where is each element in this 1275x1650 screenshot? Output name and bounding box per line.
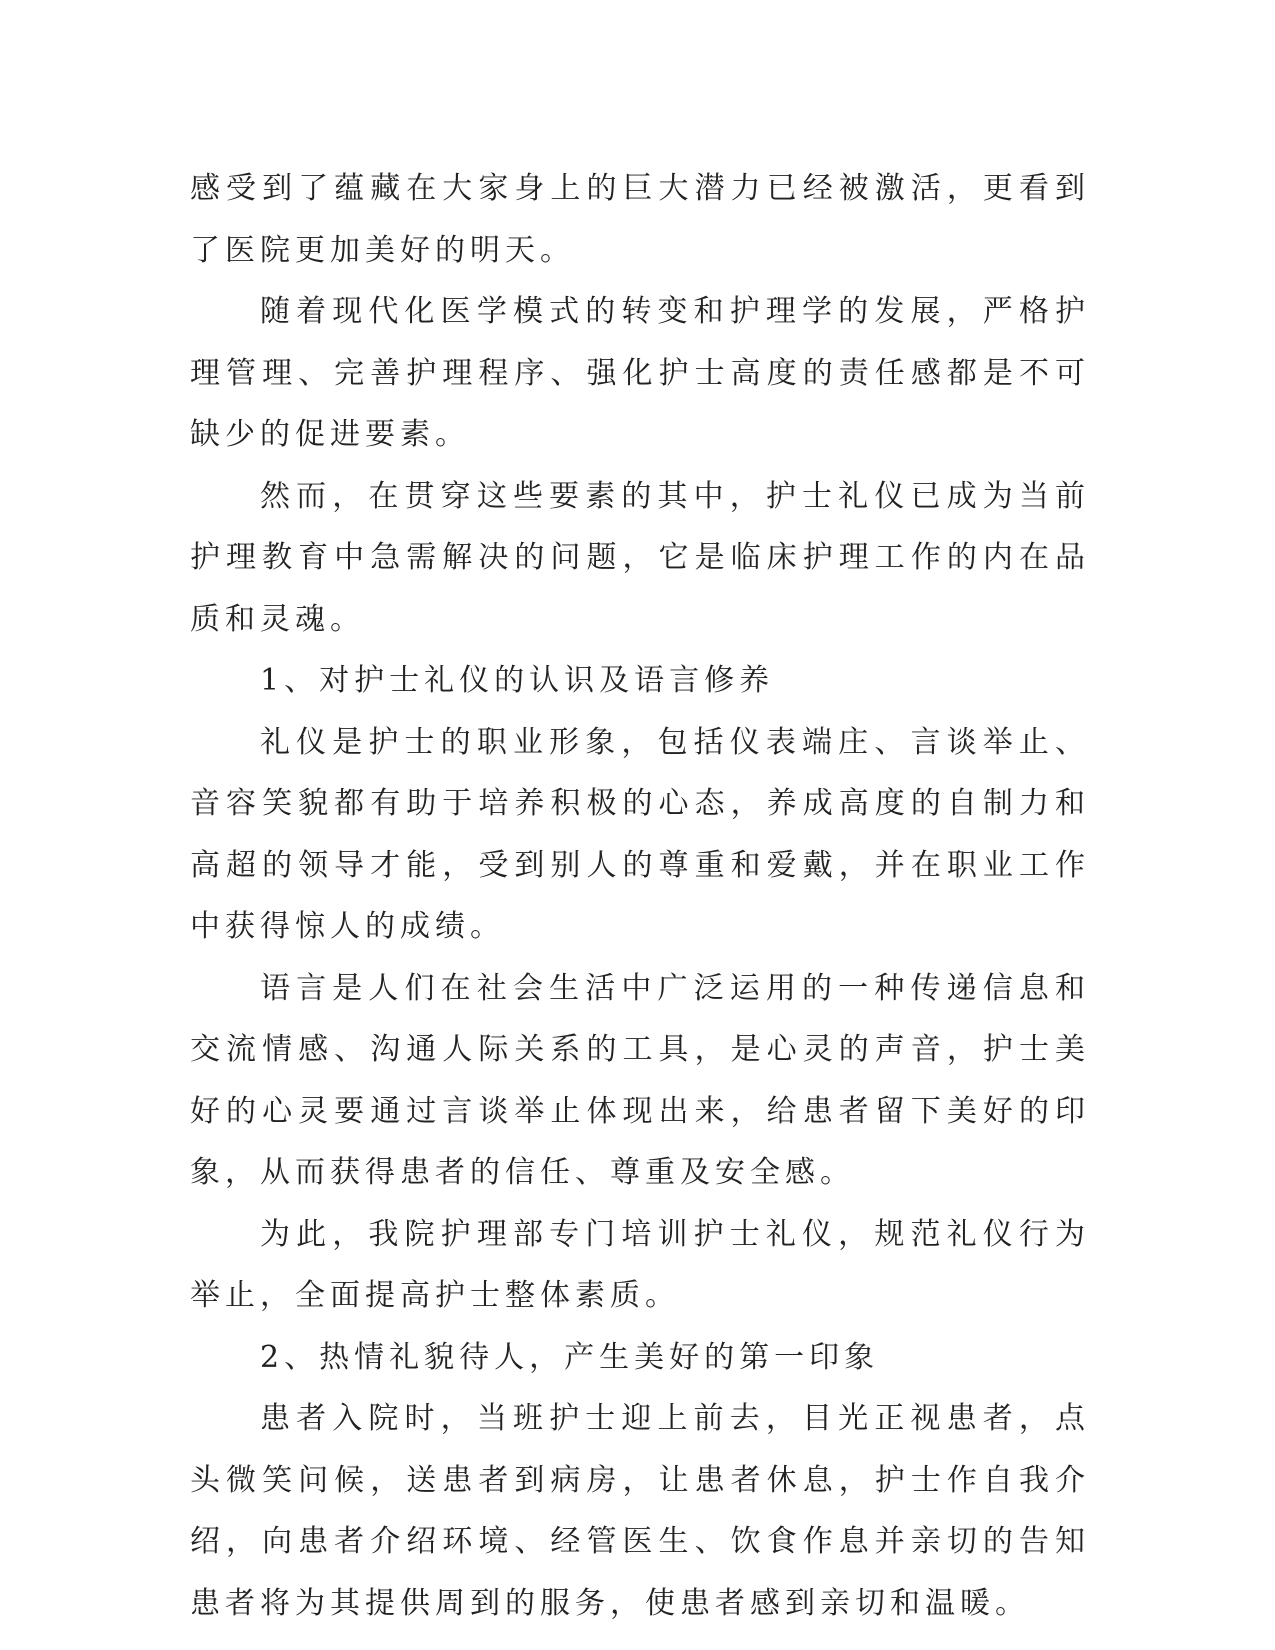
paragraph-7: 患者入院时，当班护士迎上前去，目光正视患者，点头微笑问候，送患者到病房，让患者休息，护士作自我介绍，向患者介绍环境、经管医生、饮食作息并亲切的告知患者将为其提供周到的服务，使患者感到亲切和温暖。 [190,1401,1090,1621]
section-heading-2: 2、热情礼貌待人，产生美好的第一印象 [260,1339,880,1375]
paragraph-1: 感受到了蕴藏在大家身上的巨大潜力已经被激活，更看到了医院更加美好的明天。 [190,171,1090,268]
paragraph-4: 礼仪是护士的职业形象，包括仪表端庄、言谈举止、音容笑貌都有助于培养积极的心态，养成高度的自制力和高超的领导才能，受到别人的尊重和爱戴，并在职业工作中获得惊人的成绩。 [190,724,1090,944]
paragraph-6: 为此，我院护理部专门培训护士礼仪，规范礼仪行为举止，全面提高护士整体素质。 [190,1216,1090,1313]
paragraph-5: 语言是人们在社会生活中广泛运用的一种传递信息和交流情感、沟通人际关系的工具，是心灵的声音，护士美好的心灵要通过言谈举止体现出来，给患者留下美好的印象，从而获得患者的信任、尊重及安全感。 [190,970,1090,1190]
paragraph-3: 然而，在贯穿这些要素的其中，护士礼仪已成为当前护理教育中急需解决的问题，它是临床护理工作的内在品质和灵魂。 [190,478,1090,637]
paragraph-2: 随着现代化医学模式的转变和护理学的发展，严格护理管理、完善护理程序、强化护士高度的责任感都是不可缺少的促进要素。 [190,294,1090,452]
document-body [190,158,1090,1634]
section-heading-1: 1、对护士礼仪的认识及语言修养 [260,663,775,698]
